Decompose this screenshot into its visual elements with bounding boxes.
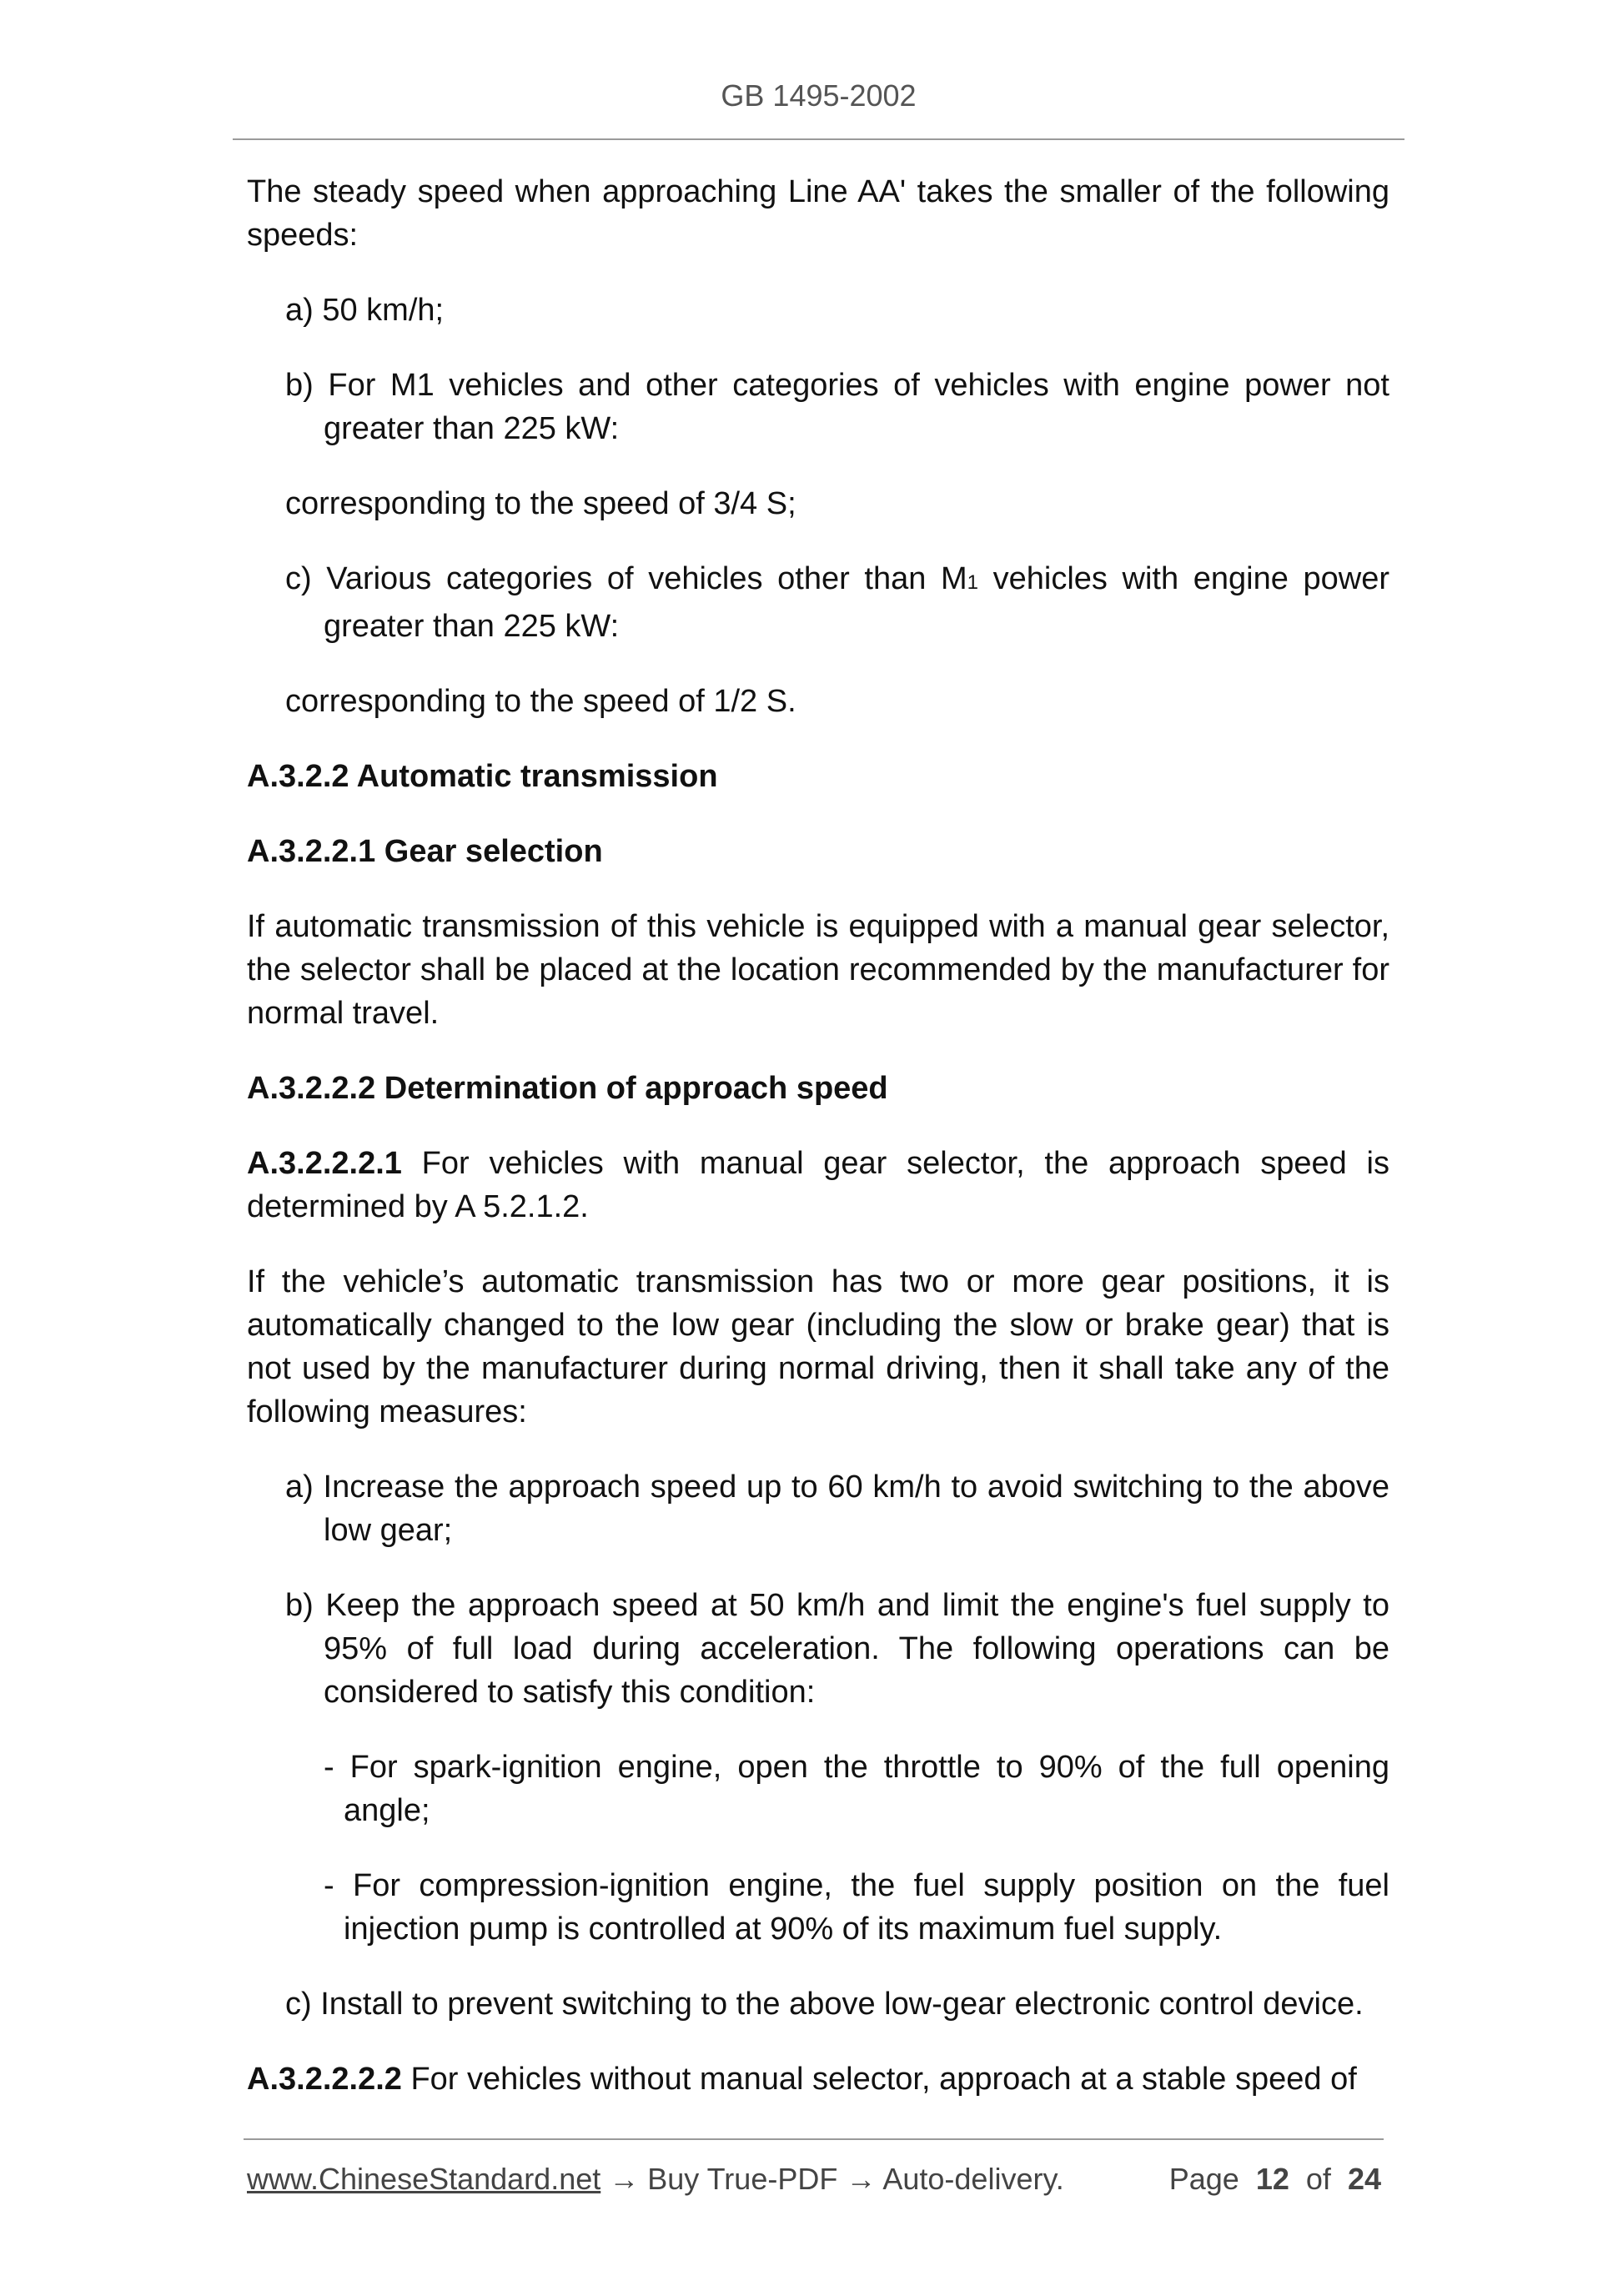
paragraph-steady-speed: The steady speed when approaching Line AA' takes the smaller of the following speeds:	[247, 174, 1389, 253]
website-link[interactable]: www.ChineseStandard.net	[247, 2162, 601, 2196]
auto-delivery-text: Auto-delivery.	[882, 2162, 1064, 2196]
arrow-icon: →	[837, 2162, 883, 2196]
corresponding-speed-1-2: corresponding to the speed of 1/2 S.	[285, 684, 796, 719]
paragraph-a32221	[247, 1142, 1389, 1228]
paragraph-automatic-gears: If the vehicle’s automatic transmission has two or more gear positions, it is automatically changed to the low gear (including the slow or brake gear) that is not used by the manufacturer during normal driving, then it shall take any of the following measures:	[247, 1264, 1389, 1429]
clause-number-a32221: A.3.2.2.2.1	[247, 1146, 402, 1181]
list-item-b: b) For M1 vehicles and other categories of vehicles with engine power not greater than 225 kW:	[285, 368, 1389, 446]
measure-b: b) Keep the approach speed at 50 km/h and limit the engine's fuel supply to 95% of full load during acceleration. The following operations can be considered to satisfy this condition:	[285, 1588, 1389, 1710]
measure-c: c) Install to prevent switching to the above low-gear electronic control device.	[285, 1987, 1364, 2022]
clause-text-a32222: For vehicles without manual selector, approach at a stable speed of	[401, 2062, 1357, 2097]
clause-text-a32221: For vehicles with manual gear selector, the approach speed is determined by A 5.2.1.2.	[247, 1146, 1389, 1224]
arrow-icon: →	[600, 2162, 648, 2196]
list-item-c-pre: c) Various categories of vehicles other than M	[285, 561, 967, 596]
document-header	[233, 78, 1404, 113]
buy-true-pdf-text: Buy True-PDF	[647, 2162, 838, 2196]
heading-a322: A.3.2.2 Automatic transmission	[247, 759, 718, 794]
paragraph-gear-selection: If automatic transmission of this vehicle is equipped with a manual gear selector, the selector shall be placed at the location recommended by the manufacturer for normal travel.	[247, 909, 1389, 1031]
subscript-1: 1	[967, 571, 978, 594]
heading-a3221: A.3.2.2.1 Gear selection	[247, 834, 603, 869]
list-item-c-post: vehicles with engine power greater than 225 kW:	[324, 561, 1390, 644]
standard-id: GB 1495-2002	[721, 78, 917, 113]
list-item-a: a) 50 km/h;	[285, 293, 445, 328]
page-content	[247, 170, 1389, 2133]
list-item-c	[285, 557, 1389, 648]
page-number: 12	[1255, 2162, 1289, 2196]
corresponding-speed-3-4: corresponding to the speed of 3/4 S;	[285, 486, 796, 521]
page-indicator	[1169, 2162, 1381, 2197]
footer-divider	[244, 2138, 1384, 2140]
page-footer	[247, 2162, 1381, 2197]
dash-compression-ignition: - For compression-ignition engine, the fuel supply position on the fuel injection pump is controlled at 90% of its maximum fuel supply.	[324, 1868, 1389, 1947]
heading-a3222: A.3.2.2.2 Determination of approach speed	[247, 1071, 888, 1106]
of-label: of	[1305, 2162, 1331, 2196]
dash-spark-ignition: - For spark-ignition engine, open the throttle to 90% of the full opening angle;	[324, 1750, 1389, 1828]
page-label: Page	[1168, 2162, 1239, 2196]
clause-number-a32222: A.3.2.2.2.2	[247, 2062, 402, 2097]
measure-a: a) Increase the approach speed up to 60 km/h to avoid switching to the above low gear;	[285, 1470, 1389, 1548]
paragraph-a32222	[247, 2057, 1389, 2101]
header-divider	[233, 138, 1404, 140]
page-total: 24	[1347, 2162, 1381, 2196]
